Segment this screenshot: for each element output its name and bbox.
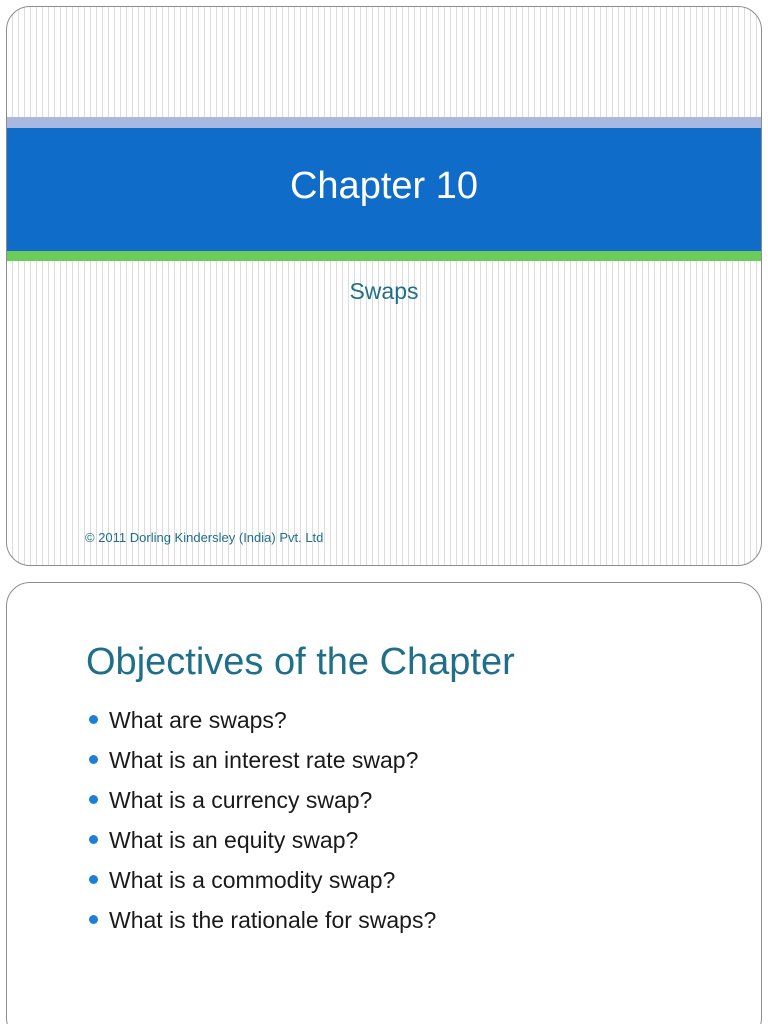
title-band-bottom-stripe (7, 251, 761, 261)
title-slide (6, 6, 762, 566)
slide-heading: Objectives of the Chapter (86, 641, 515, 683)
bullet-icon (89, 875, 98, 884)
list-item (87, 864, 436, 904)
list-item (87, 704, 436, 744)
copyright-notice: © 2011 Dorling Kindersley (India) Pvt. Ltd (85, 530, 324, 545)
slide-title: Chapter 10 (289, 165, 478, 207)
objectives-list (87, 704, 436, 944)
bullet-icon (89, 915, 98, 924)
slide-subtitle: Swaps (349, 278, 419, 304)
list-item-text: What is the rationale for swaps? (109, 907, 437, 933)
list-item (87, 784, 436, 824)
title-band-top-stripe (7, 117, 761, 128)
list-item-text: What is an equity swap? (109, 827, 359, 853)
list-item-text: What is an interest rate swap? (109, 747, 419, 773)
bullet-icon (89, 755, 98, 764)
list-item-text: What are swaps? (109, 707, 287, 733)
bullet-icon (89, 795, 98, 804)
list-item (87, 904, 436, 944)
objectives-slide (6, 582, 762, 1024)
list-item (87, 824, 436, 864)
list-item (87, 744, 436, 784)
bullet-icon (89, 715, 98, 724)
list-item-text: What is a currency swap? (109, 787, 373, 813)
list-item-text: What is a commodity swap? (109, 867, 396, 893)
bullet-icon (89, 835, 98, 844)
